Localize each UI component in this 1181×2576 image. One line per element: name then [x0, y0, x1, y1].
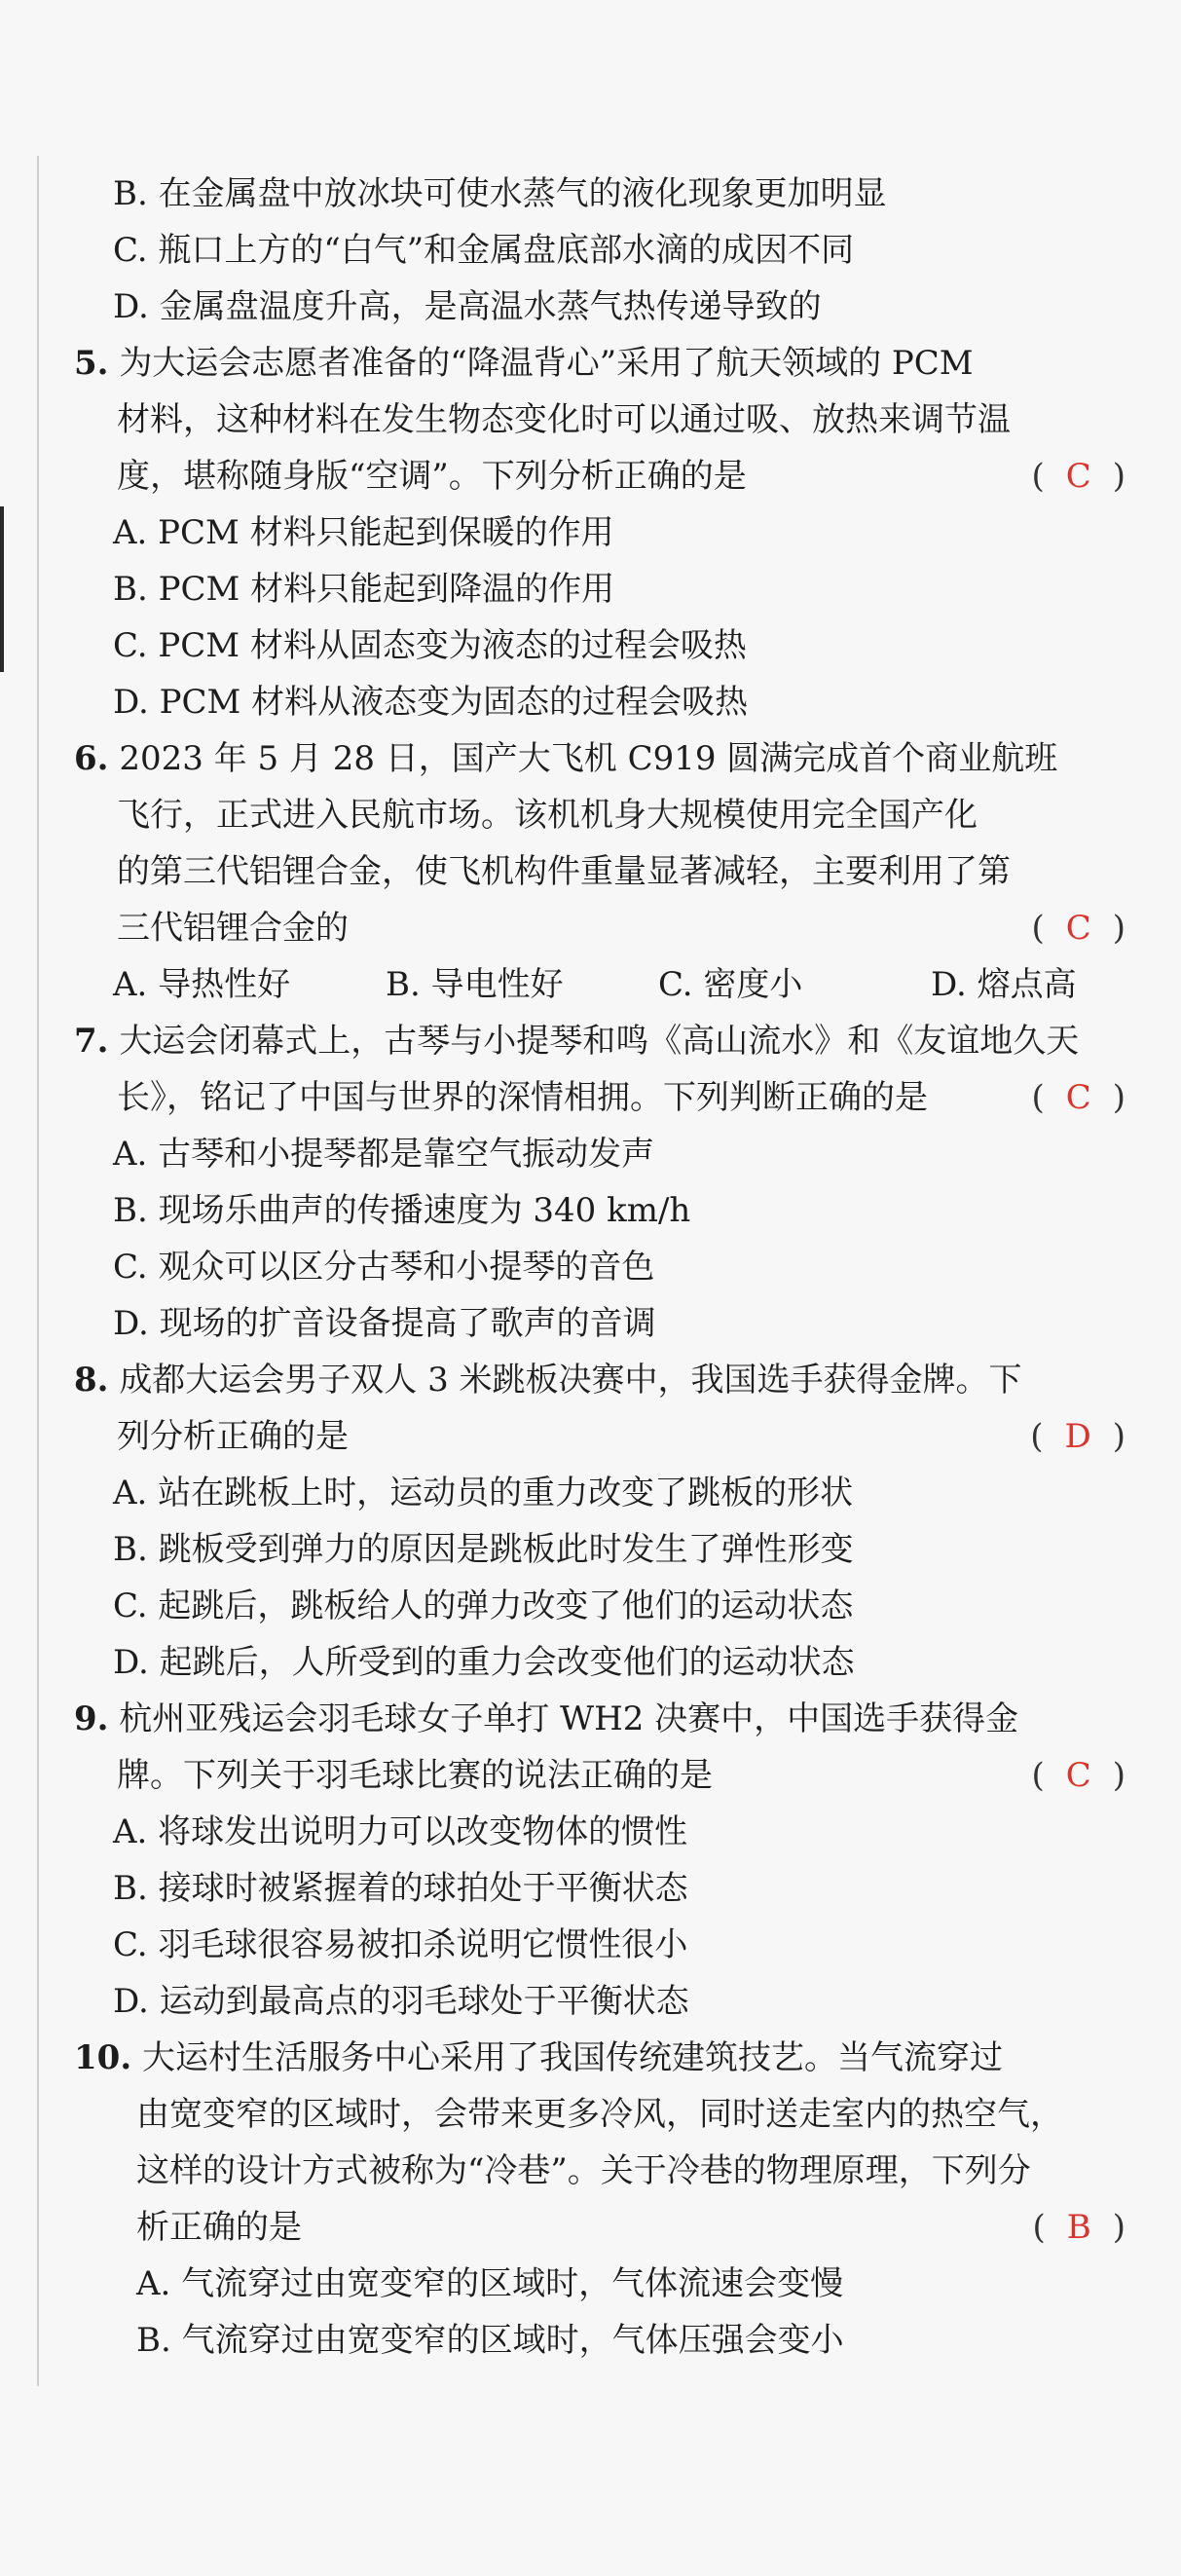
- question-text: 列分析正确的是: [117, 1417, 349, 1456]
- answer-bracket: ( C ): [1031, 909, 1126, 948]
- question-text: 为大运会志愿者准备的“降温背心”采用了航天领域的 PCM: [119, 344, 974, 383]
- question-7-line-2: [74, 1069, 1145, 1126]
- question-6-line-4: [74, 900, 1145, 956]
- question-9-line-2: [74, 1747, 1145, 1804]
- question-list: [74, 166, 1145, 2369]
- q7-option-c: C. 观众可以区分古琴和小提琴的音色: [113, 1248, 655, 1287]
- q6-option-d: D. 熔点高: [931, 965, 1077, 1004]
- question-10-line-3: 这样的设计方式被称为“冷巷”。关于冷巷的物理原理，下列分: [136, 2151, 1031, 2190]
- question-10-line-4: [74, 2199, 1145, 2256]
- q8-option-b: B. 跳板受到弹力的原因是跳板此时发生了弹性形变: [113, 1530, 854, 1569]
- question-text: 成都大运会男子双人 3 米跳板决赛中，我国选手获得金牌。下: [119, 1361, 1022, 1400]
- q7-option-a: A. 古琴和小提琴都是靠空气振动发声: [113, 1135, 655, 1174]
- q6-options-row: [74, 956, 1145, 1013]
- answer-bracket: ( C ): [1031, 1078, 1126, 1117]
- question-text: 度，堪称随身版“空调”。下列分析正确的是: [117, 457, 747, 496]
- q9-option-a: A. 将球发出说明力可以改变物体的惯性: [113, 1812, 688, 1851]
- question-number: 8.: [74, 1361, 109, 1400]
- q5-option-a: A. PCM 材料只能起到保暖的作用: [113, 513, 614, 552]
- question-text: 析正确的是: [136, 2208, 302, 2247]
- answer-letter: C: [1065, 909, 1091, 948]
- q8-option-a: A. 站在跳板上时，运动员的重力改变了跳板的形状: [113, 1474, 854, 1512]
- q8-option-c: C. 起跳后，跳板给人的弹力改变了他们的运动状态: [113, 1587, 854, 1625]
- question-6-line-2: 飞行，正式进入民航市场。该机机身大规模使用完全国产化: [117, 796, 978, 835]
- question-5-line-2: 材料，这种材料在发生物态变化时可以通过吸、放热来调节温: [117, 400, 1011, 439]
- q5-option-b: B. PCM 材料只能起到降温的作用: [113, 570, 615, 609]
- question-6-line-3: 的第三代铝锂合金，使飞机构件重量显著减轻，主要利用了第: [117, 852, 1011, 891]
- q6-option-a: A. 导热性好: [113, 965, 291, 1004]
- q10-option-a: A. 气流穿过由宽变窄的区域时，气体流速会变慢: [136, 2264, 844, 2303]
- question-9-line-1: [74, 1691, 1145, 1747]
- q5-option-d: D. PCM 材料从液态变为固态的过程会吸热: [113, 683, 749, 722]
- answer-bracket: ( C ): [1031, 457, 1126, 496]
- prev-option-c: C. 瓶口上方的“白气”和金属盘底部水滴的成因不同: [113, 231, 855, 270]
- question-6-line-1: [74, 730, 1145, 787]
- question-number: 5.: [74, 344, 109, 383]
- answer-letter: C: [1065, 1078, 1091, 1117]
- question-8-line-2: [74, 1408, 1145, 1465]
- question-10-line-2: 由宽变窄的区域时，会带来更多冷风，同时送走室内的热空气，: [136, 2095, 1063, 2134]
- question-text: 大运会闭幕式上，古琴与小提琴和鸣《高山流水》和《友谊地久天: [119, 1022, 1080, 1061]
- prev-option-d: D. 金属盘温度升高，是高温水蒸气热传递导致的: [113, 287, 822, 326]
- question-7-line-1: [74, 1013, 1145, 1069]
- question-text: 2023 年 5 月 28 日，国产大飞机 C919 圆满完成首个商业航班: [119, 739, 1058, 778]
- question-number: 7.: [74, 1022, 109, 1061]
- q5-option-c: C. PCM 材料从固态变为液态的过程会吸热: [113, 626, 747, 665]
- answer-letter: C: [1065, 1756, 1091, 1795]
- binding-margin-mark: [0, 506, 4, 672]
- question-text: 大运村生活服务中心采用了我国传统建筑技艺。当气流穿过: [141, 2038, 1003, 2077]
- question-text: 长》，铭记了中国与世界的深情相拥。下列判断正确的是: [117, 1078, 928, 1117]
- answer-bracket: ( D ): [1030, 1417, 1126, 1456]
- answer-letter: D: [1064, 1417, 1091, 1456]
- answer-bracket: ( B ): [1032, 2208, 1126, 2247]
- question-number: 10.: [74, 2038, 132, 2077]
- q7-option-d: D. 现场的扩音设备提高了歌声的音调: [113, 1304, 656, 1343]
- question-8-line-1: [74, 1352, 1145, 1408]
- binding-margin-line: [37, 156, 39, 2386]
- question-text: 牌。下列关于羽毛球比赛的说法正确的是: [117, 1756, 713, 1795]
- q6-option-c: C. 密度小: [658, 965, 803, 1004]
- question-5-line-1: [74, 335, 1145, 392]
- q9-option-b: B. 接球时被紧握着的球拍处于平衡状态: [113, 1869, 688, 1908]
- q6-option-b: B. 导电性好: [386, 965, 564, 1004]
- answer-letter: B: [1066, 2208, 1091, 2247]
- question-text: 三代铝锂合金的: [117, 909, 349, 948]
- answer-letter: C: [1065, 457, 1091, 496]
- q10-option-b: B. 气流穿过由宽变窄的区域时，气体压强会变小: [136, 2321, 844, 2360]
- answer-bracket: ( C ): [1031, 1756, 1126, 1795]
- question-text: 杭州亚残运会羽毛球女子单打 WH2 决赛中，中国选手获得金: [119, 1699, 1019, 1738]
- q8-option-d: D. 起跳后，人所受到的重力会改变他们的运动状态: [113, 1643, 855, 1682]
- question-number: 9.: [74, 1699, 109, 1738]
- question-10-line-1: [74, 2030, 1145, 2086]
- q7-option-b: B. 现场乐曲声的传播速度为 340 km/h: [113, 1191, 691, 1230]
- question-5-line-3: [74, 448, 1145, 504]
- q9-option-c: C. 羽毛球很容易被扣杀说明它惯性很小: [113, 1925, 688, 1964]
- prev-option-b: B. 在金属盘中放冰块可使水蒸气的液化现象更加明显: [113, 174, 887, 213]
- question-number: 6.: [74, 739, 109, 778]
- q9-option-d: D. 运动到最高点的羽毛球处于平衡状态: [113, 1982, 689, 2021]
